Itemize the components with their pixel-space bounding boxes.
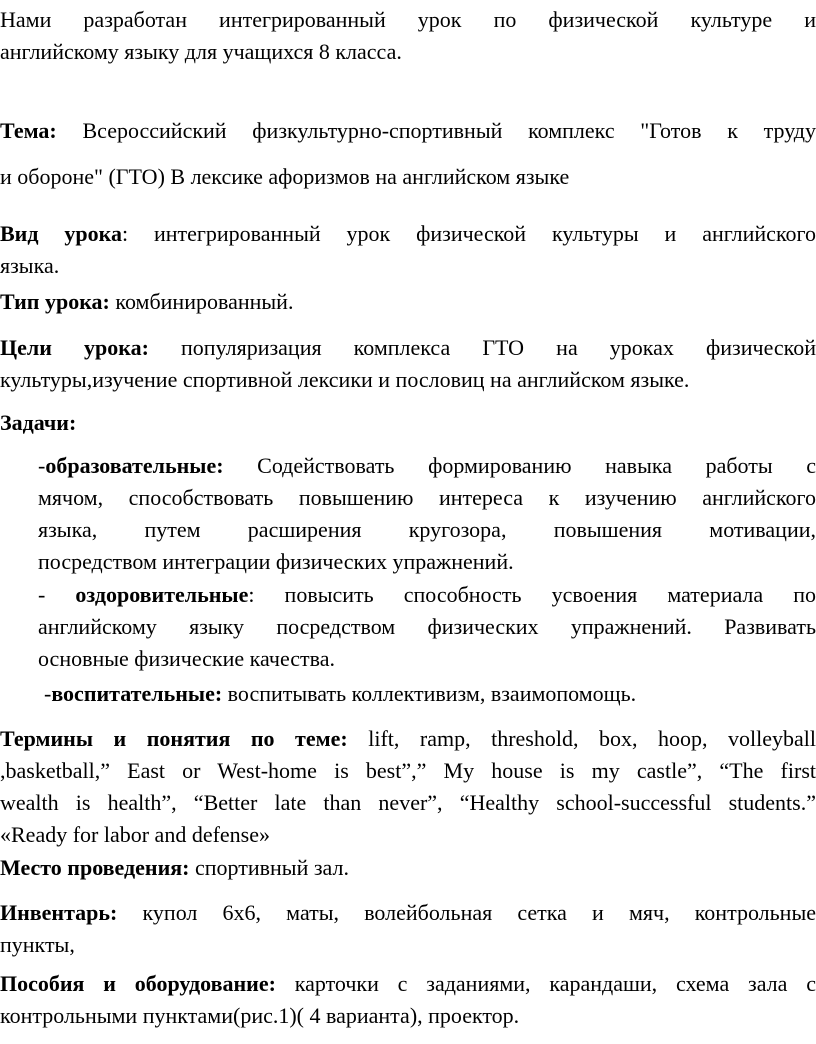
educational-label: образовательные:: [45, 453, 224, 478]
health-label: оздоровительные: [75, 582, 249, 607]
lesson-kind-line-1: [0, 218, 816, 250]
terms-line-4: «Ready for labor and defense»: [0, 822, 271, 847]
aids-paragraph: [0, 968, 816, 1032]
tasks-label: Задачи:: [0, 410, 77, 435]
inventory-paragraph: [0, 897, 816, 961]
goals-paragraph: [0, 332, 816, 396]
lesson-kind-paragraph: [0, 218, 816, 282]
inventory-line-1: [0, 897, 816, 929]
tasks-upbringing-item: [44, 678, 816, 710]
tasks-health-item: [38, 579, 816, 675]
terms-label: Термины и понятия по теме:: [0, 726, 348, 751]
tasks-educational-item: [38, 450, 816, 578]
health-dash: -: [38, 582, 46, 607]
terms-line-1: [0, 723, 816, 755]
venue-label: Место проведения:: [0, 855, 190, 880]
health-text-1: : повысить способность усвоения материала по: [248, 582, 816, 607]
aids-text-1: карточки с заданиями, карандаши, схема зала с: [294, 971, 816, 996]
terms-line-3: wealth is health”, “Better late than never”, “Healthy school-successful students.”: [0, 790, 816, 815]
tasks-heading-block: [0, 407, 816, 439]
lesson-type-label: Тип урока:: [0, 289, 110, 314]
intro-paragraph: [0, 4, 816, 68]
intro-line-1: Нами разработан интегрированный урок по физической культуре и: [0, 7, 816, 32]
inventory-text-1: купол 6х6, маты, волейбольная сетка и мяч, контрольные: [142, 900, 816, 925]
health-line-1: [38, 579, 816, 611]
topic-text-1: Всероссийский физкультурно-спортивный комплекс "Готов к труду: [82, 118, 816, 143]
educational-line-1: [38, 450, 816, 482]
lesson-kind-line-2: языка.: [0, 253, 60, 278]
venue-value: спортивный зал.: [194, 855, 349, 880]
terms-text-1: lift, ramp, threshold, box, hoop, volleyball: [368, 726, 816, 751]
upbringing-line: [44, 678, 816, 710]
lesson-type-paragraph: [0, 286, 816, 318]
health-line-2: английскому языку посредством физических упражнений. Развивать: [38, 614, 816, 639]
upbringing-value: воспитывать коллективизм, взаимопомощь.: [227, 681, 637, 706]
educational-dash: -: [38, 453, 46, 478]
lesson-type-line: [0, 286, 816, 318]
intro-line-2: английскому языку для учащихся 8 класса.: [0, 39, 402, 64]
upbringing-dash: -: [44, 681, 52, 706]
terms-paragraph: [0, 723, 816, 851]
topic-paragraph: [0, 108, 816, 200]
health-line-3: основные физические качества.: [38, 646, 336, 671]
lesson-type-value: комбинированный.: [115, 289, 294, 314]
aids-line-2: контрольными пунктами(рис.1)( 4 варианта), проектор.: [0, 1003, 520, 1028]
terms-line-2: ,basketball,” East or West-home is best”,” My house is my castle”, “The first: [0, 758, 816, 783]
aids-line-1: [0, 968, 816, 1000]
upbringing-label: воспитательные:: [51, 681, 223, 706]
venue-paragraph: [0, 852, 816, 884]
venue-line: [0, 852, 816, 884]
aids-label: Пособия и оборудование:: [0, 971, 276, 996]
inventory-label: Инвентарь:: [0, 900, 118, 925]
educational-line-2: мячом, способствовать повышению интереса к изучению английского: [38, 485, 816, 510]
lesson-kind-text-1: : интегрированный урок физической культуры и английского: [121, 221, 816, 246]
educational-line-4: посредством интеграции физических упражнений.: [38, 549, 514, 574]
topic-line-1: [0, 108, 816, 154]
topic-label: Тема:: [0, 118, 57, 143]
inventory-line-2: пункты,: [0, 932, 75, 957]
goals-label: Цели урока:: [0, 335, 149, 360]
educational-text-1: Содействовать формированию навыка работы с: [257, 453, 816, 478]
goals-line-2: культуры,изучение спортивной лексики и пословиц на английском языке.: [0, 367, 690, 392]
lesson-kind-label: Вид урока: [0, 221, 122, 246]
topic-line-2: и обороне" (ГТО) В лексике афоризмов на английском языке: [0, 164, 570, 189]
educational-line-3: языка, путем расширения кругозора, повышения мотивации,: [38, 517, 816, 542]
goals-text-1: популяризация комплекса ГТО на уроках физической: [181, 335, 816, 360]
goals-line-1: [0, 332, 816, 364]
